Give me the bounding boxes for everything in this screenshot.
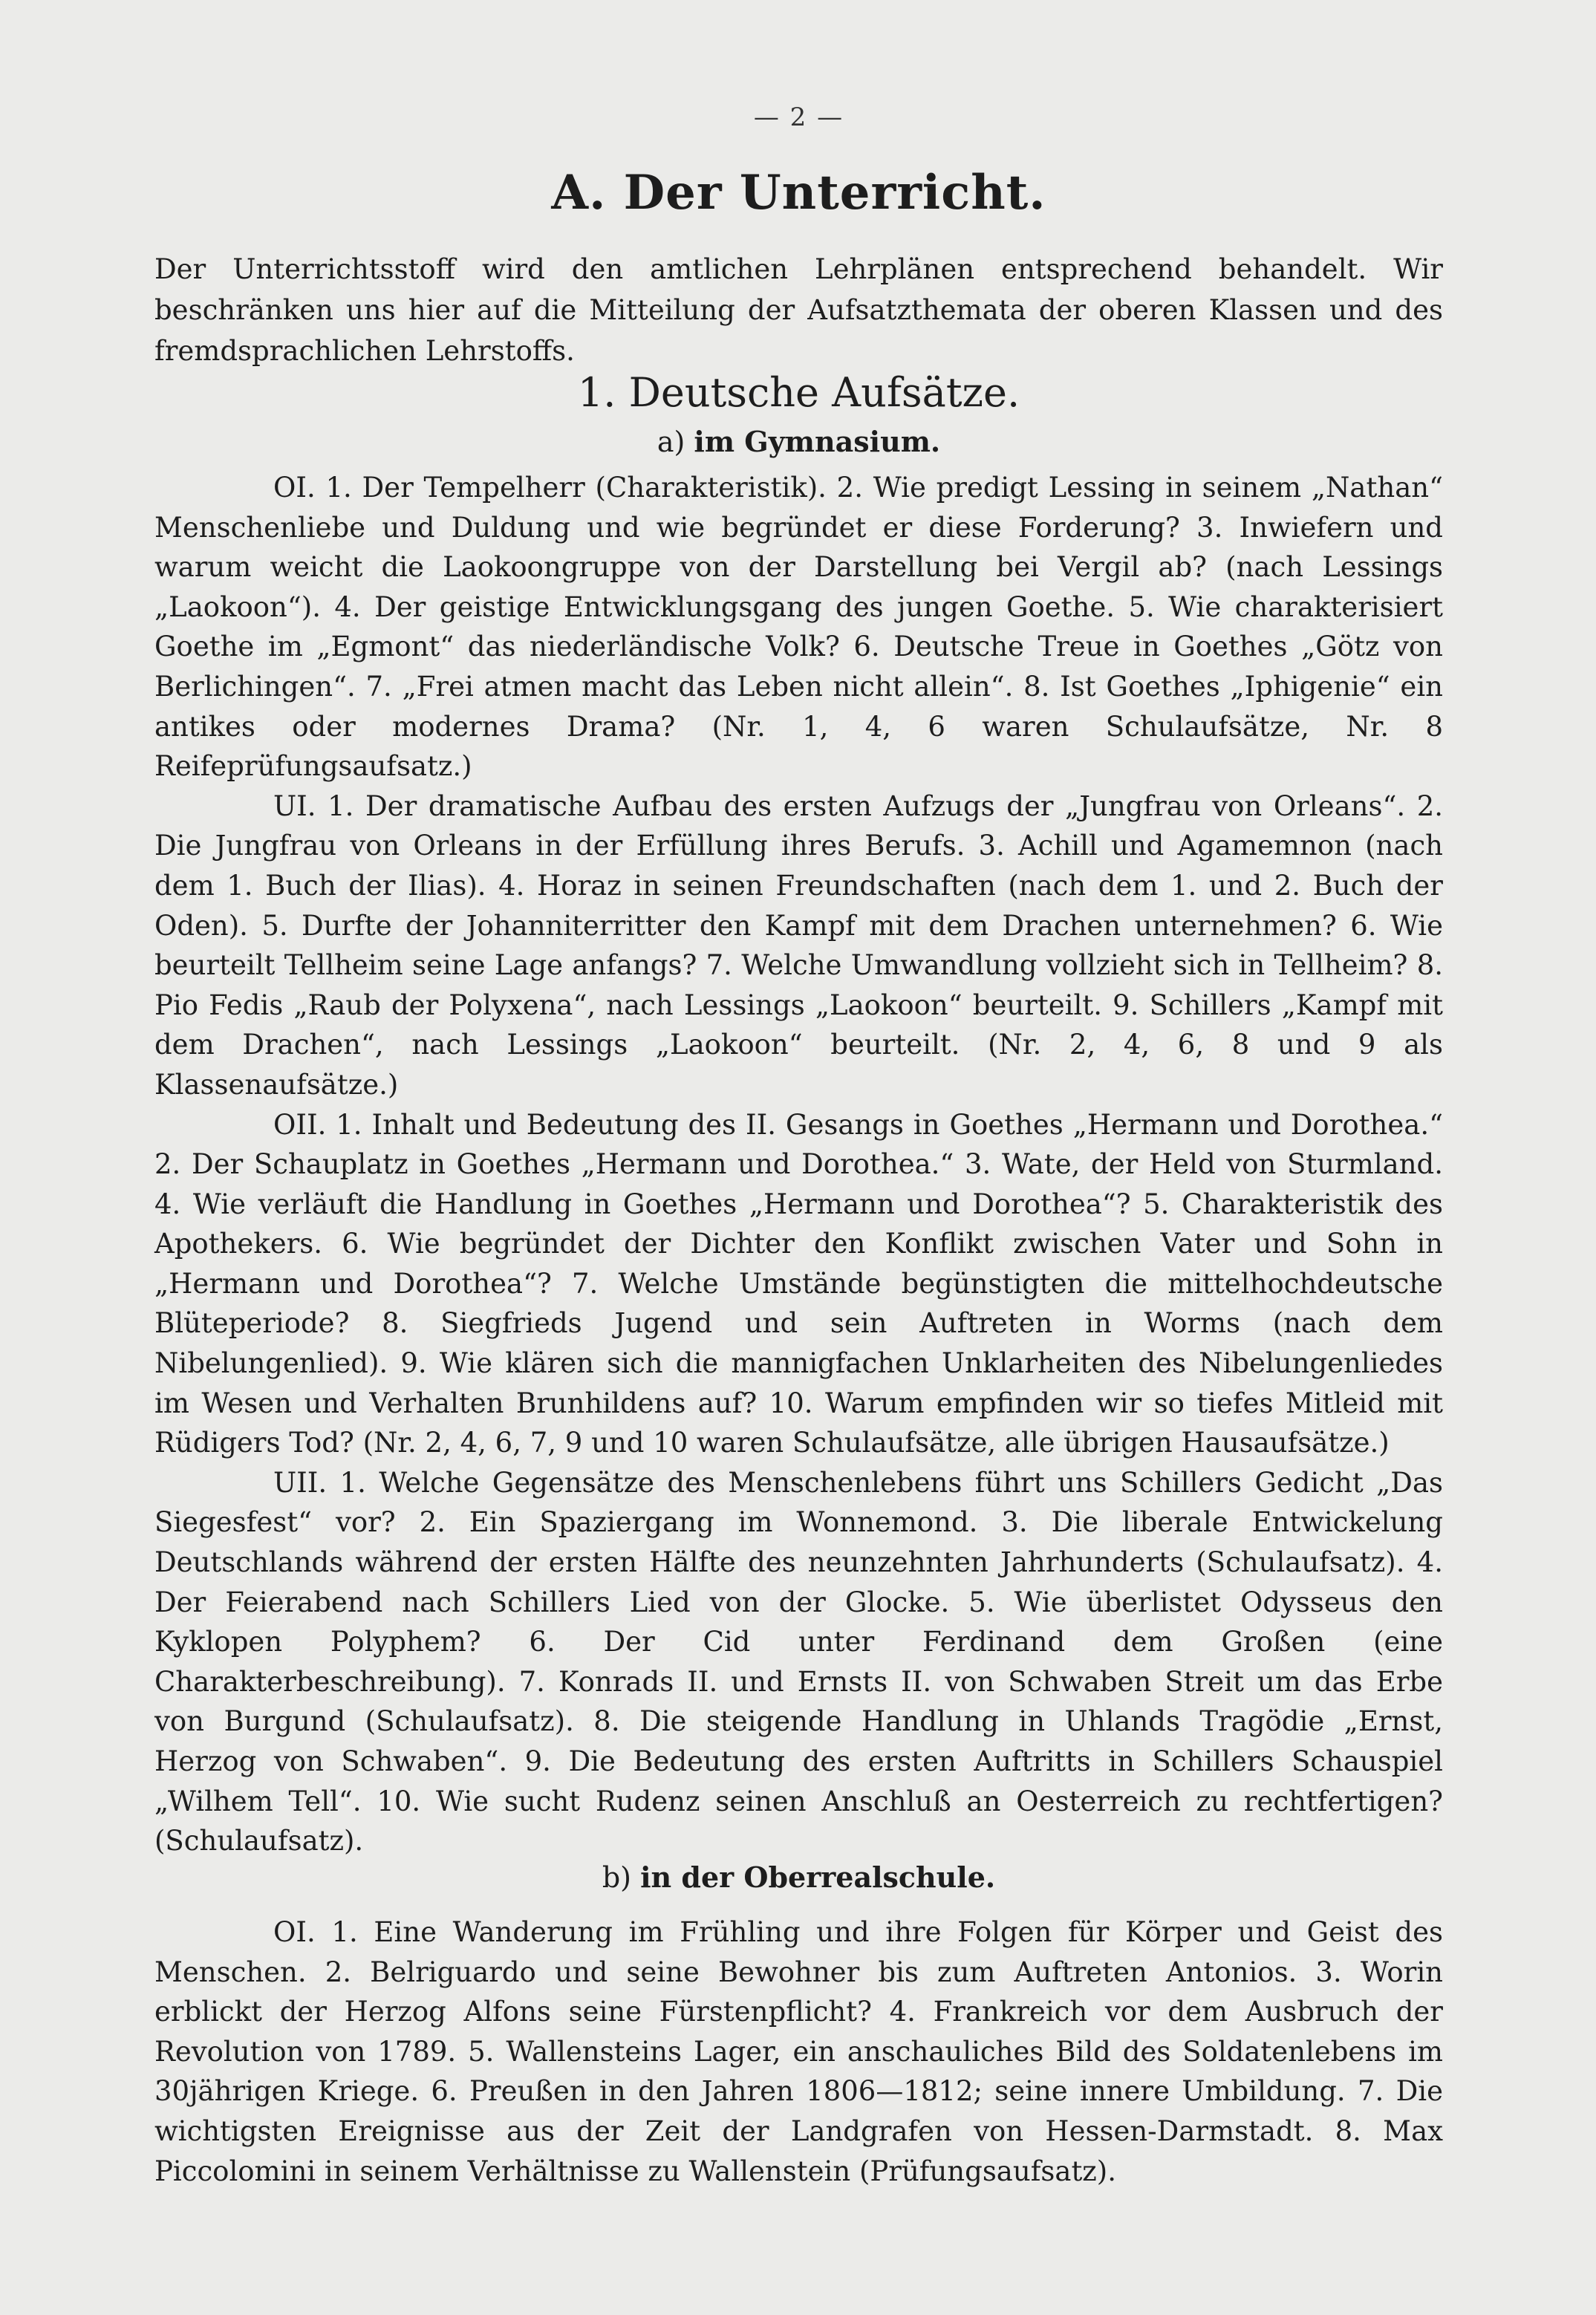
heading-deutsche-aufsaetze: 1. Deutsche Aufsätze.: [577, 369, 1020, 416]
oberrealschule-section: [154, 1912, 1443, 2191]
subheading-oberrealschule: [154, 1860, 1443, 1894]
subheading-label: in der Oberrealschule.: [640, 1860, 996, 1894]
paragraph-uii: UII. 1. Welche Gegensätze des Menschenlebens führt uns Schillers Gedicht „Das Siegesfest“ vor? 2. Ein Spaziergang im Wonnemond. 3. Die liberale Entwickelung Deutschlands während der ersten Hälfte des neunzehnten Jahrhunderts (Schulaufsatz). 4. Der Feierabend nach Schillers Lied von der Glocke. 5. Wie überlistet Odysseus den Kyklopen Polyphem? 6. Der Cid unter Ferdinand dem Großen (eine Charakterbeschreibung). 7. Konrads II. und Ernsts II. von Schwaben Streit um das Erbe von Burgund (Schulaufsatz). 8. Die steigende Handlung in Uhlands Tragödie „Ernst, Herzog von Schwaben“. 9. Die Bedeutung des ersten Auftritts in Schillers Schauspiel „Wilhem Tell“. 10. Wie sucht Rudenz seinen Anschluß an Oesterreich zu rechtfertigen? (Schulaufsatz).: [154, 1466, 1443, 1857]
paragraph-oii: OII. 1. Inhalt und Bedeutung des II. Gesangs in Goethes „Hermann und Dorothea.“ 2. Der Schauplatz in Goethes „Hermann und Dorothea.“ 3. Wate, der Held von Sturmland. 4. Wie verläuft die Handlung in Goethes „Hermann und Dorothea“? 5. Charakteristik des Apothekers. 6. Wie begründet der Dichter den Konflikt zwischen Vater und Sohn in „Hermann und Dorothea“? 7. Welche Umstände begünstigten die mittelhochdeutsche Blüteperiode? 8. Siegfrieds Jugend und sein Auftreten in Worms (nach dem Nibelungenlied). 9. Wie klären sich die mannigfachen Unklarheiten des Nibelungenliedes im Wesen und Verhalten Brunhildens auf? 10. Warum empfinden wir so tiefes Mitleid mit Rüdigers Tod? (Nr. 2, 4, 6, 7, 9 und 10 waren Schulaufsätze, alle übrigen Hausaufsätze.): [154, 1108, 1443, 1459]
intro-paragraph: Der Unterrichtsstoff wird den amtlichen Lehrplänen entsprechend behandelt. Wir beschränken uns hier auf die Mitteilung der Aufsatzthemata der oberen Klassen und des fremdsprachlichen Lehrstoffs.: [154, 253, 1443, 367]
subheading-gymnasium: [154, 425, 1443, 458]
paragraph-ui: UI. 1. Der dramatische Aufbau des ersten Aufzugs der „Jungfrau von Orleans“. 2. Die Jungfrau von Orleans in der Erfüllung ihres Berufs. 3. Achill und Agamemnon (nach dem 1. Buch der Ilias). 4. Horaz in seinen Freundschaften (nach dem 1. und 2. Buch der Oden). 5. Durfte der Johanniterritter den Kampf mit dem Drachen unternehmen? 6. Wie beurteilt Tellheim seine Lage anfangs? 7. Welche Umwandlung vollzieht sich in Tellheim? 8. Pio Fedis „Raub der Polyxena“, nach Lessings „Laokoon“ beurteilt. 9. Schillers „Kampf mit dem Drachen“, nach Lessings „Laokoon“ beurteilt. (Nr. 2, 4, 6, 8 und 9 als Klassenaufsätze.): [154, 789, 1443, 1101]
gymnasium-section: [154, 468, 1443, 1861]
subheading-label: im Gymnasium.: [694, 425, 941, 458]
subheading-marker: a): [657, 426, 685, 458]
paragraph-oi: OI. 1. Der Tempelherr (Charakteristik). 2. Wie predigt Lessing in seinem „Nathan“ Menschenliebe und Duldung und wie begründet er diese Forderung? 3. Inwiefern und warum weicht die Laokoongruppe von der Darstellung bei Vergil ab? (nach Lessings „Laokoon“). 4. Der geistige Entwicklungsgang des jungen Goethe. 5. Wie charakterisiert Goethe im „Egmont“ das niederländische Volk? 6. Deutsche Treue in Goethes „Götz von Berlichingen“. 7. „Frei atmen macht das Leben nicht allein“. 8. Ist Goethes „Iphigenie“ ein antikes oder modernes Drama? (Nr. 1, 4, 6 waren Schulaufsätze, Nr. 8 Reifeprüfungsaufsatz.): [154, 472, 1443, 783]
subheading-marker: b): [602, 1861, 631, 1894]
section-title: A. Der Unterricht.: [551, 165, 1046, 221]
paragraph-oi-oberrealschule: OI. 1. Eine Wanderung im Frühling und ihre Folgen für Körper und Geist des Menschen. 2. Belriguardo und seine Bewohner bis zum Auftreten Antonios. 3. Worin erblickt der Herzog Alfons seine Fürstenpflicht? 4. Frankreich vor dem Ausbruch der Revolution von 1789. 5. Wallensteins Lager, ein anschauliches Bild des Soldatenlebens im 30jährigen Kriege. 6. Preußen in den Jahren 1806—1812; seine innere Umbildung. 7. Die wichtigsten Ereignisse aus der Zeit der Landgrafen von Hessen-Darmstadt. 8. Max Piccolomini in seinem Verhältnisse zu Wallenstein (Prüfungsaufsatz).: [154, 1916, 1443, 2187]
page-number: — 2 —: [753, 102, 844, 132]
